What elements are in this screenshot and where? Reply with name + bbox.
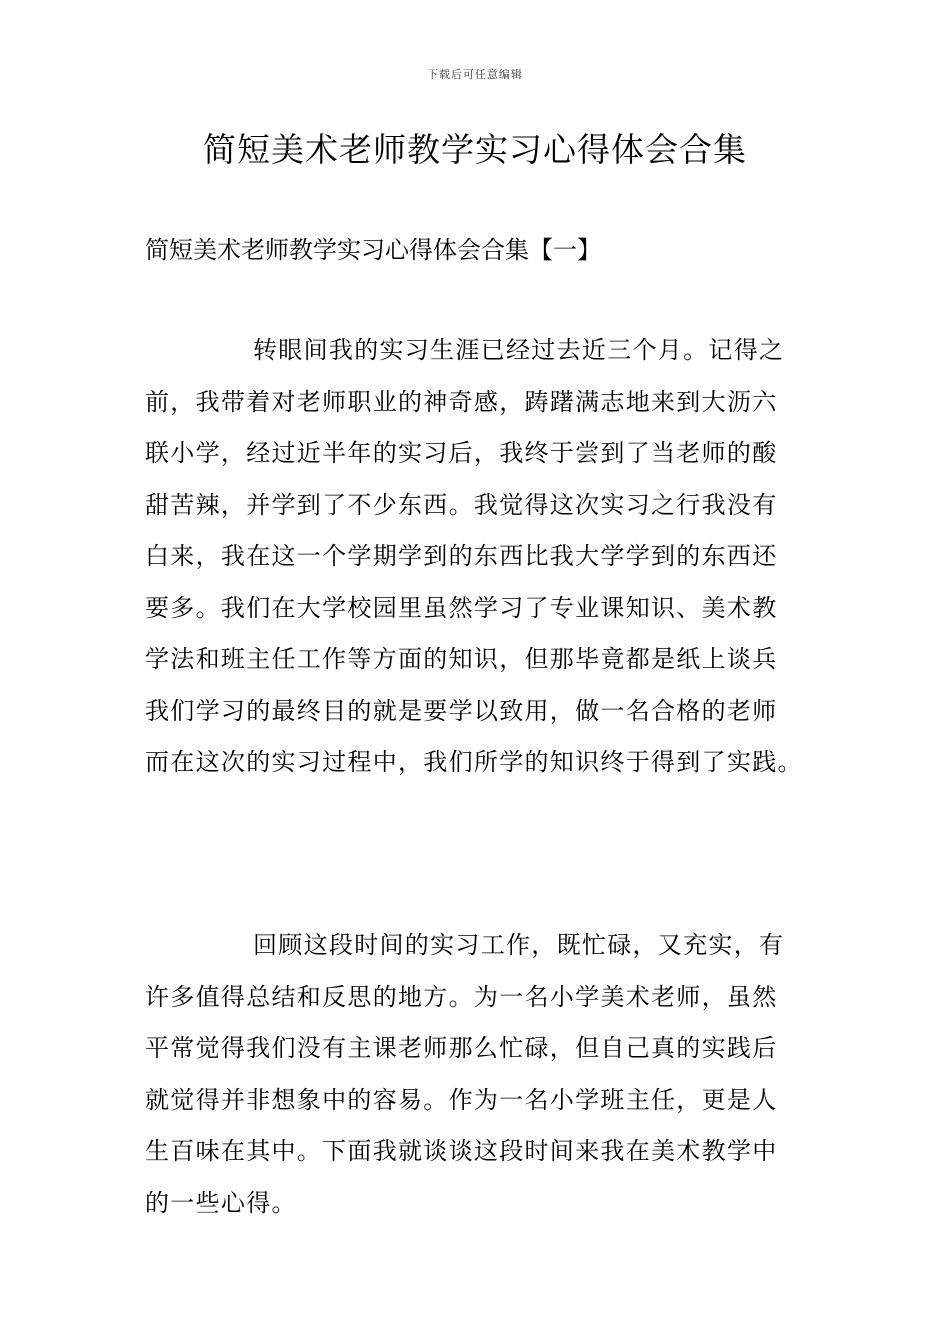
paragraph-line: 转眼间我的实习生涯已经过去近三个月。记得之	[253, 336, 785, 364]
paragraph-line: 许多值得总结和反思的地方。为一名小学美术老师，虽然	[145, 982, 778, 1011]
paragraph-line: 生百味在其中。下面我就谈谈这段时间来我在美术教学中	[145, 1137, 778, 1165]
paragraph-line: 回顾这段时间的实习工作，既忙碌，又充实，有	[253, 931, 785, 959]
paragraph-line: 平常觉得我们没有主课老师那么忙碌，但自己真的实践后	[145, 1034, 778, 1062]
document-title: 简短美术老师教学实习心得体会合集	[203, 130, 747, 169]
paragraph-line: 而在这次的实习过程中，我们所学的知识终于得到了实践。	[145, 748, 803, 776]
section-heading: 简短美术老师教学实习心得体会合集【一】	[145, 236, 601, 264]
paragraph-1	[145, 325, 807, 789]
paragraph-line: 前，我带着对老师职业的神奇感，踌躇满志地来到大沥六	[145, 387, 778, 416]
header-note: 下载后可任意编辑	[427, 68, 523, 81]
paragraph-line: 就觉得并非想象中的容易。作为一名小学班主任，更是人	[145, 1085, 778, 1114]
paragraph-line: 白来，我在这一个学期学到的东西比我大学学到的东西还	[145, 542, 778, 570]
paragraph-line: 学法和班主任工作等方面的知识，但那毕竟都是纸上谈兵	[145, 645, 778, 673]
paragraph-line: 联小学，经过近半年的实习后，我终于尝到了当老师的酸	[145, 439, 778, 467]
paragraph-line: 的一些心得。	[145, 1188, 297, 1217]
paragraph-line: 甜苦辣，并学到了不少东西。我觉得这次实习之行我没有	[145, 490, 778, 519]
paragraph-2	[145, 920, 807, 1229]
paragraph-line: 我们学习的最终目的就是要学以致用，做一名合格的老师	[145, 696, 778, 725]
paragraph-line: 要多。我们在大学校园里虽然学习了专业课知识、美术教	[145, 593, 778, 622]
